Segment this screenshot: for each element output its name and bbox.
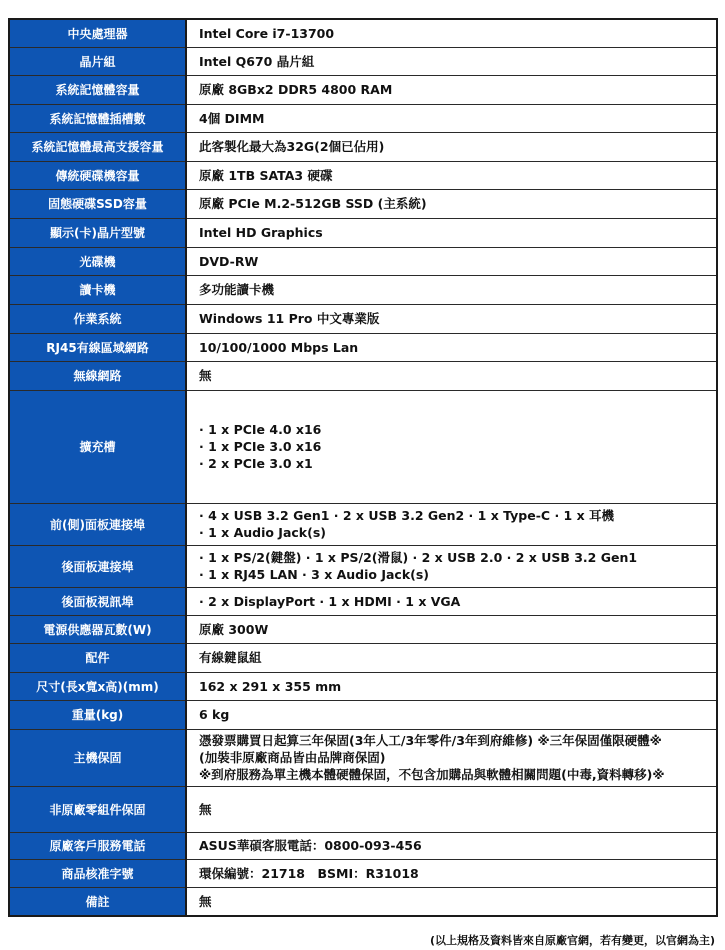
- spec-value: [186, 333, 717, 361]
- spec-label: 讀卡機: [9, 275, 186, 304]
- spec-row: [9, 587, 717, 615]
- spec-row: [9, 189, 717, 218]
- spec-value: [186, 587, 717, 615]
- spec-row: [9, 786, 717, 832]
- spec-row: [9, 19, 717, 47]
- spec-value-line: Intel Q670 晶片組: [199, 53, 315, 69]
- spec-value-line: Intel Core i7-13700: [199, 25, 335, 41]
- spec-value-line: 162 x 291 x 355 mm: [199, 678, 342, 694]
- spec-value: [186, 218, 717, 247]
- spec-row: [9, 333, 717, 361]
- spec-value: [186, 503, 717, 545]
- spec-value-line: 10/100/1000 Mbps Lan: [199, 339, 359, 355]
- spec-value-line: · 1 x RJ45 LAN · 3 x Audio Jack(s): [199, 567, 430, 582]
- spec-row: [9, 700, 717, 729]
- spec-label: 擴充槽: [9, 390, 186, 503]
- spec-value: [186, 47, 717, 75]
- spec-row: [9, 304, 717, 333]
- spec-value: [186, 545, 717, 587]
- spec-value-line: Intel HD Graphics: [199, 225, 323, 240]
- spec-row: [9, 161, 717, 189]
- spec-row: [9, 75, 717, 104]
- spec-value-line: ※到府服務為單主機本體硬體保固，不包含加購品與軟體相關問題(中毒,資料轉移)※: [199, 767, 665, 782]
- spec-label: 光碟機: [9, 247, 186, 275]
- spec-value: [186, 643, 717, 672]
- spec-value: [186, 304, 717, 333]
- spec-value-line: 原廠 300W: [199, 621, 269, 637]
- spec-label: 顯示(卡)晶片型號: [9, 218, 186, 247]
- spec-label: 後面板視訊埠: [9, 587, 186, 615]
- spec-value: [186, 729, 717, 786]
- spec-value-line: · 1 x PCIe 4.0 x16: [199, 422, 322, 437]
- spec-label: 重量(kg): [9, 700, 186, 729]
- spec-value: [186, 361, 717, 390]
- spec-row: [9, 503, 717, 545]
- spec-value-line: (加裝非原廠商品皆由品牌商保固): [199, 750, 386, 765]
- spec-value-line: 4個 DIMM: [199, 110, 265, 126]
- spec-label: 作業系統: [9, 304, 186, 333]
- spec-value-line: 有線鍵鼠組: [199, 650, 262, 665]
- spec-value-line: 無: [199, 893, 212, 909]
- spec-value: [186, 75, 717, 104]
- spec-label: 原廠客戶服務電話: [9, 832, 186, 859]
- spec-table: [8, 18, 718, 917]
- spec-label: 中央處理器: [9, 19, 186, 47]
- footnote: (以上規格及資料皆來自原廠官網，若有變更，以官網為主): [429, 934, 715, 947]
- spec-table-body: [9, 19, 717, 916]
- spec-value-line: 此客製化最大為32G(2個已佔用): [199, 139, 385, 154]
- spec-row: [9, 672, 717, 700]
- spec-value: [186, 275, 717, 304]
- spec-value-line: 無: [199, 801, 212, 817]
- spec-label: 主機保固: [9, 729, 186, 786]
- spec-row: [9, 859, 717, 887]
- spec-label: 後面板連接埠: [9, 545, 186, 587]
- spec-label: 備註: [9, 887, 186, 916]
- spec-row: [9, 832, 717, 859]
- spec-row: [9, 729, 717, 786]
- spec-value-line: · 1 x Audio Jack(s): [199, 525, 326, 540]
- spec-label: 非原廠零組件保固: [9, 786, 186, 832]
- spec-value-line: 原廠 8GBx2 DDR5 4800 RAM: [199, 82, 393, 97]
- spec-label: 尺寸(長x寬x高)(mm): [9, 672, 186, 700]
- spec-value: [186, 104, 717, 132]
- spec-label: 系統記憶體插槽數: [9, 104, 186, 132]
- spec-value: [186, 390, 717, 503]
- spec-value: [186, 189, 717, 218]
- spec-row: [9, 887, 717, 916]
- spec-label: 電源供應器瓦數(W): [9, 615, 186, 643]
- spec-value: [186, 700, 717, 729]
- spec-value: [186, 19, 717, 47]
- spec-value: [186, 615, 717, 643]
- spec-value: [186, 859, 717, 887]
- spec-value: [186, 887, 717, 916]
- spec-row: [9, 643, 717, 672]
- spec-value: [186, 786, 717, 832]
- spec-value-line: 無: [199, 368, 212, 383]
- spec-value-line: 多功能讀卡機: [199, 282, 275, 297]
- spec-label: 傳統硬碟機容量: [9, 161, 186, 189]
- spec-row: [9, 247, 717, 275]
- spec-row: [9, 361, 717, 390]
- spec-row: [9, 275, 717, 304]
- spec-value-line: 6 kg: [199, 707, 230, 722]
- spec-label: 系統記憶體容量: [9, 75, 186, 104]
- spec-value-line: 原廠 1TB SATA3 硬碟: [199, 167, 333, 183]
- spec-row: [9, 390, 717, 503]
- spec-value-line: ASUS華碩客服電話：0800-093-456: [199, 838, 422, 853]
- spec-value: [186, 161, 717, 189]
- spec-value-line: 憑發票購買日起算三年保固(3年人工/3年零件/3年到府維修) ※三年保固僅限硬體※: [199, 733, 662, 748]
- spec-value-line: · 2 x DisplayPort · 1 x HDMI · 1 x VGA: [199, 593, 461, 609]
- spec-value-line: 原廠 PCIe M.2-512GB SSD (主系統): [199, 196, 427, 211]
- spec-row: [9, 47, 717, 75]
- spec-value-line: · 4 x USB 3.2 Gen1 · 2 x USB 3.2 Gen2 · 1 x Type-C · 1 x 耳機: [199, 508, 615, 523]
- spec-value: [186, 132, 717, 161]
- spec-value: [186, 672, 717, 700]
- spec-label: 無線網路: [9, 361, 186, 390]
- spec-value-line: · 2 x PCIe 3.0 x1: [199, 456, 313, 471]
- spec-row: [9, 104, 717, 132]
- spec-value-line: Windows 11 Pro 中文專業版: [199, 311, 380, 326]
- spec-row: [9, 615, 717, 643]
- spec-row: [9, 132, 717, 161]
- spec-row: [9, 545, 717, 587]
- spec-label: 商品核准字號: [9, 859, 186, 887]
- spec-value-line: · 1 x PCIe 3.0 x16: [199, 439, 322, 454]
- spec-label: 前(側)面板連接埠: [9, 503, 186, 545]
- spec-row: [9, 218, 717, 247]
- spec-label: RJ45有線區域網路: [9, 333, 186, 361]
- spec-value-line: DVD-RW: [199, 253, 259, 269]
- spec-label: 系統記憶體最高支援容量: [9, 132, 186, 161]
- spec-value: [186, 247, 717, 275]
- spec-label: 固態硬碟SSD容量: [9, 189, 186, 218]
- spec-label: 晶片組: [9, 47, 186, 75]
- spec-value-line: 環保編號：21718 BSMI：R31018: [199, 865, 419, 881]
- spec-label: 配件: [9, 643, 186, 672]
- spec-value-line: · 1 x PS/2(鍵盤) · 1 x PS/2(滑鼠) · 2 x USB 2.0 · 2 x USB 3.2 Gen1: [199, 550, 638, 565]
- spec-value: [186, 832, 717, 859]
